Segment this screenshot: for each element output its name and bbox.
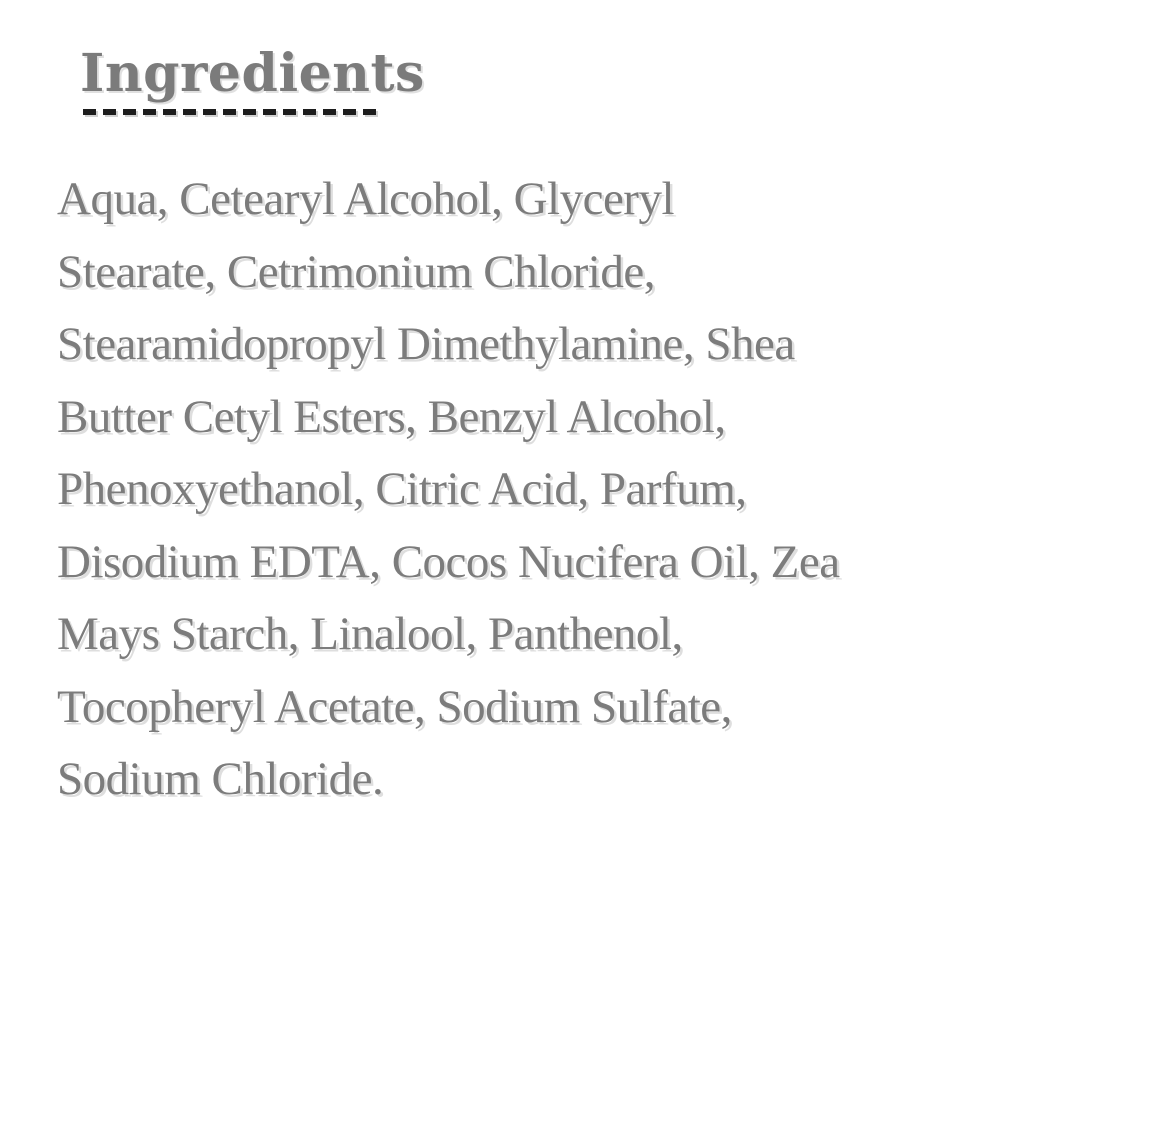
ingredients-line: Butter Cetyl Esters, Benzyl Alcohol, — [57, 390, 726, 443]
section-title: Ingredients — [80, 43, 425, 104]
ingredients-line: Stearate, Cetrimonium Chloride, — [57, 245, 655, 298]
ingredients-line: Mays Starch, Linalool, Panthenol, — [57, 608, 683, 660]
ingredients-line: Sodium Chloride. — [57, 753, 384, 805]
ingredients-line: Aqua, Cetearyl Alcohol, Glyceryl — [57, 173, 675, 225]
ingredients-line: Tocopheryl Acetate, Sodium Sulfate, — [57, 680, 732, 733]
title-dashed-underline — [83, 109, 383, 115]
ingredients-line: Disodium EDTA, Cocos Nucifera Oil, Zea — [57, 535, 840, 588]
ingredients-line: Phenoxyethanol, Citric Acid, Parfum, — [57, 463, 747, 515]
ingredients-list — [57, 163, 1117, 816]
ingredients-line: Stearamidopropyl Dimethylamine, Shea — [57, 318, 795, 370]
